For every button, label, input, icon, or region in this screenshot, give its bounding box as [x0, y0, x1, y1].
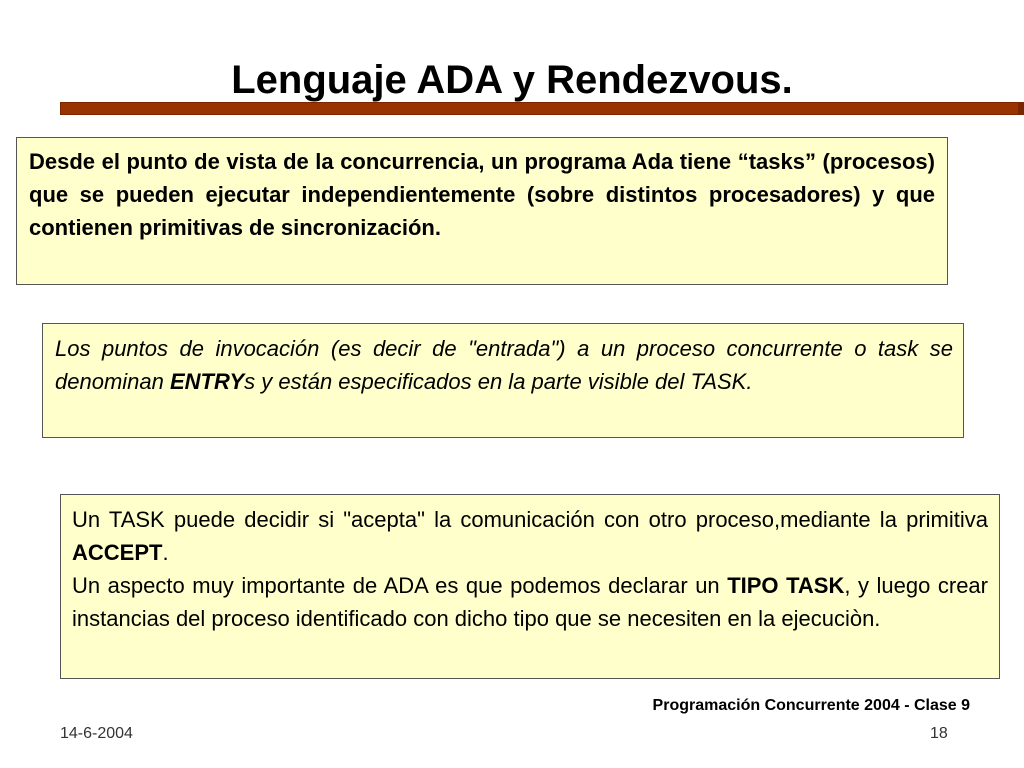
title-underline-bar-end	[1018, 102, 1024, 115]
footer-date: 14-6-2004	[60, 725, 133, 742]
footer-page-number: 18	[930, 725, 948, 742]
task-type-text-before: Un aspecto muy importante de ADA es que podemos declarar un	[72, 573, 728, 598]
concurrency-definition-text: Desde el punto de vista de la concurrencia, un programa Ada tiene “tasks” (procesos) que se pueden ejecutar independientemente (sobre distintos procesadores) y que contienen primitivas de sincronización.	[29, 149, 935, 240]
footer-course-title: Programación Concurrente 2004 - Clase 9	[652, 697, 970, 714]
accept-text-after: .	[162, 540, 169, 565]
entry-points-box	[42, 323, 964, 438]
concurrency-definition-box	[16, 137, 948, 285]
task-type-keyword: TIPO TASK	[727, 573, 845, 598]
entry-points-text-before: Los puntos de invocación (es decir de "entrada") a un proceso concurrente o task se denominan	[55, 336, 953, 394]
task-accept-box	[60, 494, 1000, 679]
entry-keyword: ENTRY	[169, 369, 245, 394]
accept-text-before: Un TASK puede decidir si "acepta" la comunicación con otro proceso,mediante la primitiva	[72, 507, 988, 532]
entry-points-text-after: s y están especificados en la parte visible del TASK.	[244, 369, 753, 394]
task-type-paragraph	[72, 569, 988, 635]
accept-keyword: ACCEPT	[72, 540, 163, 565]
accept-paragraph	[72, 503, 988, 569]
title-underline-bar	[60, 102, 1024, 115]
slide-title: Lenguaje ADA y Rendezvous.	[231, 58, 793, 102]
task-type-text-after: , y luego crear instancias del proceso identificado con dicho tipo que se necesiten en la ejecuciòn.	[72, 573, 988, 631]
